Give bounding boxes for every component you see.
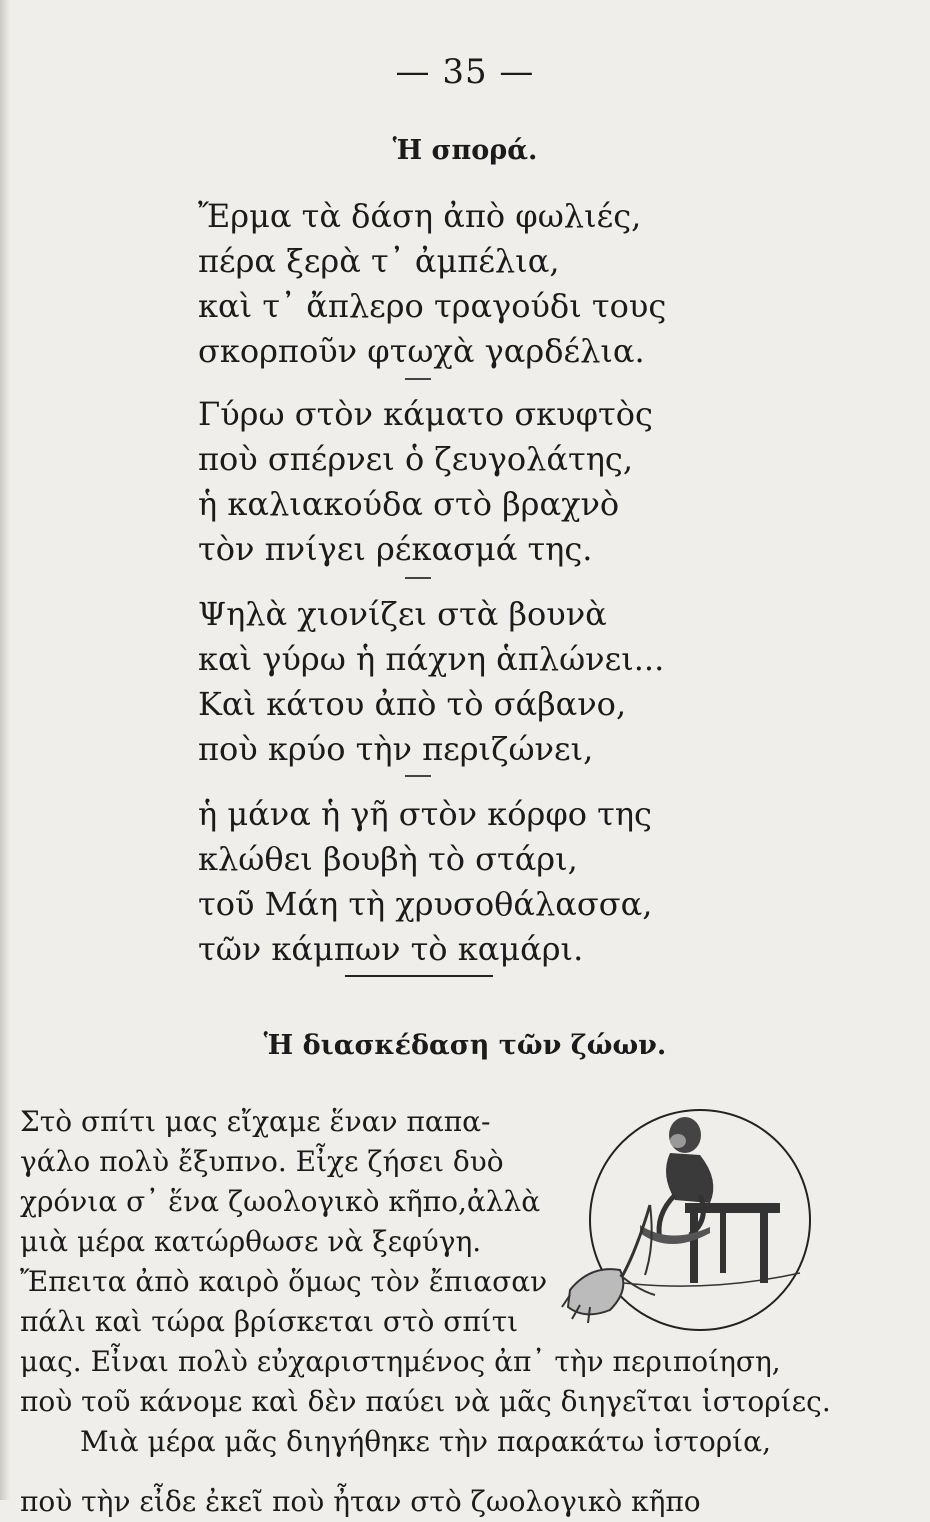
prose-line: ποὺ τὴν εἶδε ἐκεῖ ποὺ ἦταν στὸ ζωολογικὸ κῆπο [20, 1485, 701, 1518]
poem-line: ποὺ κρύο τὴν περιζώνει, [198, 730, 594, 768]
poem-line: ποὺ σπέρνει ὁ ζευγολάτης, [198, 440, 633, 478]
poem-title: Ἡ σπορά. [392, 135, 538, 166]
prose-line: ποὺ τοῦ κάνομε καὶ δὲν παύει νὰ μᾶς διηγεῖται ἱστορίες. [20, 1385, 831, 1418]
poem-line: σκορποῦν φτωχὰ γαρδέλια. [198, 332, 645, 370]
poem-line: τὸν πνίγει ρέκασμά της. [198, 530, 593, 568]
prose-line: μας. Εἶναι πολὺ εὐχαριστημένος ἀπ᾿ τὴν περιποίηση, [20, 1345, 781, 1378]
poem-line: Ψηλὰ χιονίζει στὰ βουνὰ [198, 595, 607, 633]
prose-line: Μιὰ μέρα μᾶς διηγήθηκε τὴν παρακάτω ἱστορία, [80, 1425, 771, 1458]
poem-line: ἡ μάνα ἡ γῆ στὸν κόρφο της [198, 795, 652, 833]
poem-line: τῶν κάμπων τὸ καμάρι. [198, 930, 584, 968]
poem-stanza-4 [198, 792, 758, 972]
prose-title: Ἡ διασκέδαση τῶν ζώων. [263, 1030, 667, 1061]
page-number: — 35 — [395, 52, 535, 92]
cut-off-line [0, 1480, 930, 1518]
prose-line: Στὸ σπίτι μας εἴχαμε ἕναν παπα- [20, 1105, 491, 1138]
poem-line: καὶ γύρω ἡ πάχνη ἁπλώνει... [198, 640, 665, 678]
poem-line: καὶ τ᾿ ἄπλερο τραγούδι τους [198, 287, 667, 325]
poem-line: Γύρω στὸν κάματο σκυφτὸς [198, 395, 653, 433]
poem-line: Καὶ κάτου ἀπὸ τὸ σάβανο, [198, 685, 627, 723]
section-rule [345, 975, 493, 977]
prose-line: Ἔπειτα ἀπὸ καιρὸ ὅμως τὸν ἔπιασαν [20, 1265, 548, 1298]
stanza-divider [405, 378, 431, 380]
monkey-and-pelican-illustration-icon [560, 1095, 810, 1380]
poem-line: ἡ καλιακούδα στὸ βραχνὸ [198, 485, 620, 523]
stanza-divider [405, 577, 431, 579]
poem-stanza-3 [198, 592, 758, 772]
poem-line: πέρα ξερὰ τ᾿ ἀμπέλια, [198, 242, 560, 280]
poem-stanza-1 [198, 194, 758, 374]
poem-line: Ἔρμα τὰ δάση ἀπὸ φωλιές, [198, 197, 642, 235]
prose-line: χρόνια σ᾿ ἕνα ζωολογικὸ κῆπο,ἀλλὰ [20, 1185, 541, 1218]
poem-line: κλώθει βουβὴ τὸ στάρι, [198, 840, 578, 878]
prose-line: πάλι καὶ τώρα βρίσκεται στὸ σπίτι [20, 1305, 519, 1338]
poem-stanza-2 [198, 392, 758, 572]
prose-line: γάλο πολὺ ἔξυπνο. Εἶχε ζήσει δυὸ [20, 1145, 504, 1178]
stanza-divider [405, 775, 431, 777]
page-edge-shadow [0, 0, 10, 1500]
poem-line: τοῦ Μάη τὴ χρυσοθάλασσα, [198, 885, 653, 923]
prose-line: μιὰ μέρα κατώρθωσε νὰ ξεφύγη. [20, 1225, 482, 1258]
